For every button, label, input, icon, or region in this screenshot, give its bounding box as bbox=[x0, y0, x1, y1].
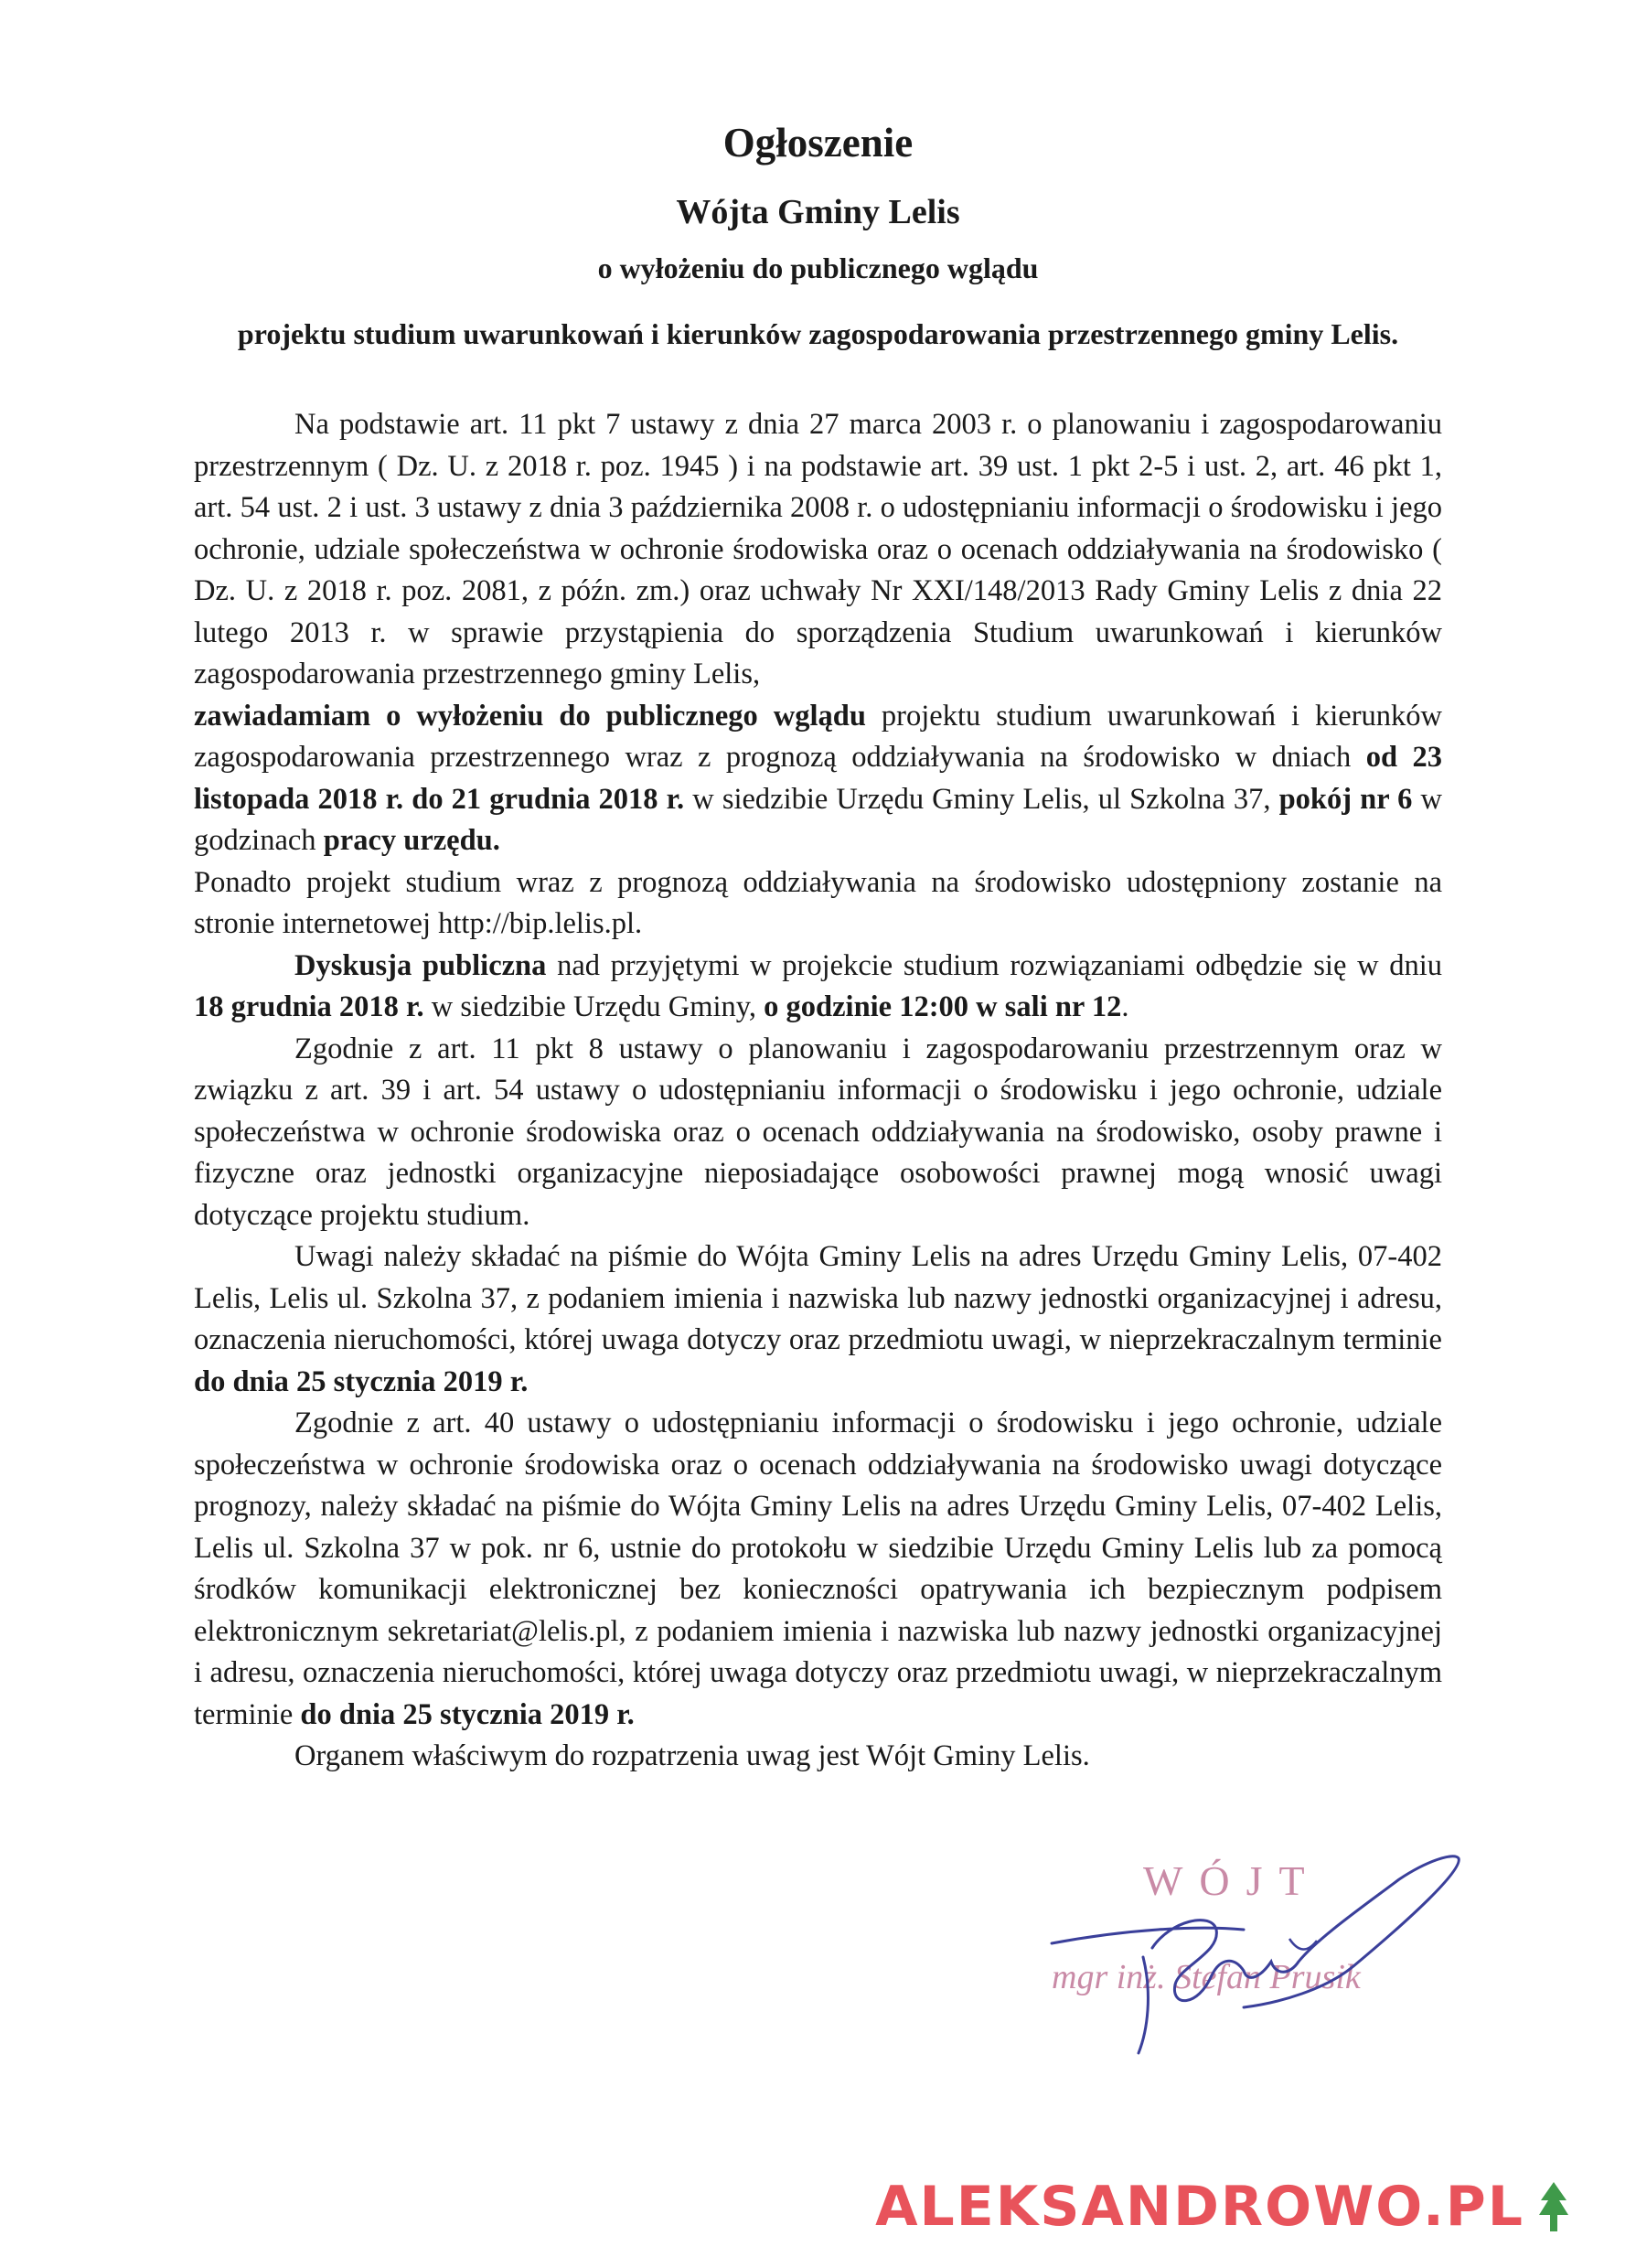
remarks-submission-deadline: do dnia 25 stycznia 2019 r. bbox=[194, 1364, 529, 1398]
forecast-remarks-text: Zgodnie z art. 40 ustawy o udostępnianiu informacji o środowisku i jego ochronie, udziale społeczeństwa w ochronie środowiska oraz o ocenach oddziaływania na środowisko uwagi dotyczące prognozy, należy składać na piśmie do Wójta Gminy Lelis na adres Urzędu Gminy Lelis, 07-402 Lelis, Lelis ul. Szkolna 37 w pok. nr 6, ustnie do protokołu w siedzibie Urzędu Gminy Lelis lub za pomocą środków komunikacji elektronicznej bez konieczności opatrywania ich bezpiecznym podpisem elektronicznym sekretariat@lelis.pl, z podaniem imienia i nazwiska lub nazwy jednostki organizacyjnej i adresu, oznaczenia nieruchomości, której uwaga dotyczy oraz przedmiotu uwagi, w nieprzekraczalnym terminie bbox=[194, 1407, 1442, 1731]
paragraph-discussion bbox=[194, 946, 1442, 1029]
discussion-text: nad przyjętymi w projekcie studium rozwiązaniami odbędzie się w dniu bbox=[546, 948, 1442, 982]
signature-block bbox=[1015, 1838, 1491, 2058]
announcement-hours: pracy urzędu. bbox=[323, 824, 500, 857]
paragraph-announcement bbox=[194, 696, 1442, 862]
forecast-remarks-deadline: do dnia 25 stycznia 2019 r. bbox=[300, 1697, 635, 1731]
document-project: projektu studium uwarunkowań i kierunków zagospodarowania przestrzennego gminy Lelis. bbox=[237, 317, 1399, 350]
paragraph-forecast-remarks bbox=[194, 1403, 1442, 1736]
discussion-date: 18 grudnia 2018 r. bbox=[194, 990, 424, 1023]
paragraph-remarks-submission bbox=[194, 1236, 1442, 1403]
document-issuer: Wójta Gminy Lelis bbox=[676, 193, 960, 231]
announcement-text: projektu studium uwarunkowań i kierunków zagospodarowania przestrzennego wraz z prognozą oddziaływania na środowisko w dniach bbox=[194, 699, 1442, 774]
discussion-place: w siedzibie Urzędu Gminy, bbox=[423, 990, 765, 1023]
document-body bbox=[194, 404, 1442, 1778]
paragraph-remarks-right: Zgodnie z art. 11 pkt 8 ustawy o planowaniu i zagospodarowaniu przestrzennym oraz w związku z art. 39 i art. 54 ustawy o udostępnianiu informacji o środowisku i jego ochronie, udziale społeczeństwa w ochronie środowiska oraz o ocenach oddziaływania na środowisko, osoby prawne i fizyczne oraz jednostki organizacyjne nieposiadające osobowości prawnej mogą wnosić uwagi dotyczące projektu studium. bbox=[194, 1032, 1442, 1232]
announcement-place: w siedzibie Urzędu Gminy Lelis, ul Szkolna 37, bbox=[684, 782, 1279, 816]
discussion-end: . bbox=[1121, 990, 1129, 1023]
stamp-title: WÓJT bbox=[1143, 1857, 1321, 1904]
watermark bbox=[875, 2175, 1572, 2239]
announcement-room: pokój nr 6 bbox=[1278, 782, 1413, 816]
tree-icon bbox=[1535, 2180, 1572, 2233]
watermark-text: ALEKSANDROWO.PL bbox=[875, 2175, 1524, 2239]
paragraph-legal-basis: Na podstawie art. 11 pkt 7 ustawy z dnia 27 marca 2003 r. o planowaniu i zagospodarowaniu przestrzennym ( Dz. U. z 2018 r. poz. 1945 ) i na podstawie art. 39 ust. 1 pkt 2-5 i ust. 2, art. 46 pkt 1, art. 54 ust. 2 i ust. 3 ustawy z dnia 3 października 2008 r. o udostępnianiu informacji o środowisku i jego ochronie, udziale społeczeństwa w ochronie środowiska oraz o ocenach oddziaływania na środowisko ( Dz. U. z 2018 r. poz. 2081, z późn. zm.) oraz uchwały Nr XXI/148/2013 Rady Gminy Lelis z dnia 22 lutego 2013 r. w sprawie przystąpienia do sporządzenia Studium uwarunkowań i kierunków zagospodarowania przestrzennego gminy Lelis, bbox=[194, 408, 1442, 690]
announcement-dates: od 23 listopada 2018 r. do 21 grudnia 2018 r. bbox=[194, 741, 1442, 816]
stamp-name: mgr inż. Stefan Prusik bbox=[1052, 1958, 1361, 1996]
paragraph-website: Ponadto projekt studium wraz z prognozą oddziaływania na środowisko udostępniony zostanie na stronie internetowej http://bip.lelis.pl. bbox=[194, 865, 1442, 940]
document-subject: o wyłożeniu do publicznego wglądu bbox=[597, 251, 1039, 284]
document-title: Ogłoszenie bbox=[722, 120, 914, 166]
announcement-hours-text: w godzinach bbox=[194, 782, 1442, 857]
discussion-bold: Dyskusja publiczna bbox=[294, 948, 547, 982]
discussion-time: o godzinie 12:00 w sali nr 12 bbox=[764, 990, 1122, 1023]
remarks-submission-text: Uwagi należy składać na piśmie do Wójta Gminy Lelis na adres Urzędu Gminy Lelis, 07-402 Lelis, Lelis ul. Szkolna 37, z podaniem imienia i nazwiska lub nazwy jednostki organizacyjnej i adresu, oznaczenia nieruchomości, której uwaga dotyczy oraz przedmiotu uwagi, w nieprzekraczalnym terminie bbox=[194, 1240, 1442, 1356]
paragraph-authority: Organem właściwym do rozpatrzenia uwag jest Wójt Gminy Lelis. bbox=[294, 1739, 1090, 1772]
announcement-bold: zawiadamiam o wyłożeniu do publicznego wglądu bbox=[194, 699, 866, 733]
handwritten-signature-icon bbox=[1015, 1838, 1491, 2058]
